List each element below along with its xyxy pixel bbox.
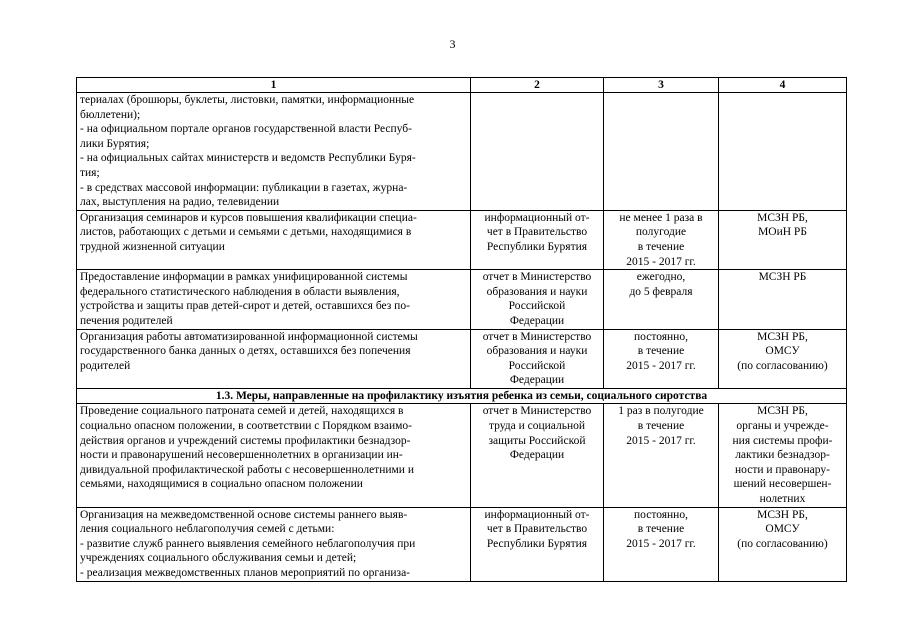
cell-line: постоянно, — [634, 330, 688, 343]
cell-line: тия; — [80, 166, 100, 179]
cell-line: действия органов и учреждений системы профилактики безнадзор- — [80, 434, 411, 447]
table-cell-col-2 — [471, 93, 604, 211]
cell-line: МСЗН РБ, — [757, 330, 808, 343]
cell-line: учреждениях социального обслуживания семьи и детей; — [80, 552, 357, 565]
cell-line: Республики Бурятия — [486, 537, 588, 550]
table-cell-col-2 — [471, 507, 604, 581]
cell-line: ежегодно, — [636, 271, 686, 284]
header-row — [77, 78, 847, 93]
cell-line: шений несовершен- — [733, 478, 832, 491]
cell-line: 2015 - 2017 гг. — [626, 537, 696, 550]
cell-line: органы и учрежде- — [736, 420, 829, 433]
cell-line: Предоставление информации в рамках унифицированной системы — [80, 271, 408, 284]
table-cell-col-4 — [719, 404, 847, 507]
table-cell-col-4 — [719, 210, 847, 269]
cell-line: МСЗН РБ, — [757, 405, 808, 418]
cell-line: до 5 февраля — [629, 285, 693, 298]
cell-line: полугодие — [635, 226, 687, 239]
table-cell-col-3 — [604, 93, 719, 211]
table-cell-col-1 — [77, 210, 471, 269]
cell-line: - в средствах массовой информации: публикации в газетах, журна- — [80, 181, 408, 194]
cell-line: постоянно, — [634, 508, 688, 521]
table-cell-col-1 — [77, 507, 471, 581]
cell-line: ОМСУ — [765, 345, 800, 358]
header-col-4: 4 — [719, 78, 847, 93]
cell-line: ности и правонарушений несовершеннолетних в организации ин- — [80, 449, 403, 462]
cell-line: в течение — [637, 420, 685, 433]
cell-line: социально опасном положении, в соответствии с Порядком взаимо- — [80, 420, 413, 433]
table-cell-col-3 — [604, 404, 719, 507]
cell-line: Республики Бурятия — [486, 240, 588, 253]
cell-line: (по согласованию) — [737, 359, 828, 372]
table-cell-col-3 — [604, 270, 719, 329]
cell-line: в течение — [637, 240, 685, 253]
table-row — [77, 404, 847, 507]
cell-line: отчет в Министерство — [482, 271, 592, 284]
cell-line: информационный от- — [484, 211, 590, 224]
cell-line: - на официальном портале органов государственной власти Респуб- — [80, 123, 412, 136]
cell-line: (по согласованию) — [737, 537, 828, 550]
table-cell-col-3 — [604, 507, 719, 581]
table-cell-col-1 — [77, 270, 471, 329]
cell-line: печения родителей — [80, 314, 173, 327]
header-col-3: 3 — [604, 78, 719, 93]
table-cell-col-4 — [719, 270, 847, 329]
cell-line: труда и социальной — [488, 420, 586, 433]
table-row — [77, 329, 847, 388]
cell-line: МСЗН РБ, — [757, 508, 808, 521]
table-cell-col-2 — [471, 329, 604, 388]
table-row — [77, 270, 847, 329]
cell-line: ления социального неблагополучия семей с детьми: — [80, 523, 335, 536]
cell-line: чет в Правительство — [486, 226, 588, 239]
cell-line: МОиН РБ — [758, 226, 807, 239]
cell-line: не менее 1 раза в — [619, 211, 703, 224]
cell-line: Федерации — [509, 314, 565, 327]
cell-line: 2015 - 2017 гг. — [626, 434, 696, 447]
cell-line: информационный от- — [484, 508, 590, 521]
cell-line: 2015 - 2017 гг. — [626, 255, 696, 268]
cell-line: родителей — [80, 359, 131, 372]
cell-line: - реализация межведомственных планов мероприятий по организа- — [80, 567, 411, 579]
table-cell-col-4 — [719, 329, 847, 388]
cell-line: - на официальных сайтах министерств и ведомств Республики Буря- — [80, 152, 416, 165]
table-cell-col-4 — [719, 93, 847, 211]
table-row — [77, 210, 847, 269]
cell-line: териалах (брошюры, буклеты, листовки, памятки, информационные — [80, 94, 415, 106]
cell-line: образования и науки — [486, 285, 588, 298]
table-cell-col-2 — [471, 404, 604, 507]
cell-line: в течение — [637, 523, 685, 536]
page-number: 3 — [449, 37, 456, 51]
cell-line: отчет в Министерство — [482, 405, 592, 418]
cell-line: бюллетени); — [80, 108, 141, 121]
cell-line: МСЗН РБ — [758, 271, 807, 284]
cell-line: листов, работающих с детьми и семьями с детьми, находящимися в — [80, 226, 412, 239]
table-cell-col-1 — [77, 93, 471, 211]
cell-line: устройства и защиты прав детей-сирот и детей, оставшихся без по- — [80, 300, 410, 313]
cell-line: Российской — [508, 300, 566, 313]
cell-line: лактики безнадзор- — [735, 449, 830, 462]
cell-line: лах, выступления на радио, телевидении — [80, 196, 280, 209]
cell-line: МСЗН РБ, — [757, 211, 808, 224]
table-cell-col-3 — [604, 210, 719, 269]
cell-line: защиты Российской — [488, 434, 586, 447]
table-cell-col-3 — [604, 329, 719, 388]
cell-line: трудной жизненной ситуации — [80, 240, 225, 253]
measures-table — [76, 77, 847, 582]
cell-line: Проведение социального патроната семей и детей, находящихся в — [80, 405, 404, 418]
cell-line: в течение — [637, 345, 685, 358]
cell-line: 2015 - 2017 гг. — [626, 359, 696, 372]
cell-line: федерального статистического наблюдения в области выявления, — [80, 285, 400, 298]
cell-line: Федерации — [509, 374, 565, 387]
section-title: 1.3. Меры, направленные на профилактику изъятия ребенка из семьи, социального сиротства — [77, 388, 847, 404]
cell-line: образования и науки — [486, 345, 588, 358]
cell-line: Федерации — [509, 449, 565, 462]
cell-line: государственного банка данных о детях, оставшихся без попечения — [80, 345, 411, 358]
header-col-1: 1 — [77, 78, 471, 93]
cell-line: семьями, находящимися в социально опасном положении — [80, 478, 363, 491]
cell-line: Организация семинаров и курсов повышения квалификации специа- — [80, 211, 417, 224]
table-cell-col-1 — [77, 404, 471, 507]
table-row — [77, 93, 847, 211]
header-col-2: 2 — [471, 78, 604, 93]
table-row — [77, 507, 847, 581]
section-row — [77, 388, 847, 404]
table-cell-col-2 — [471, 210, 604, 269]
cell-line: лики Бурятия; — [80, 137, 150, 150]
table-cell-col-4 — [719, 507, 847, 581]
cell-line: Российской — [508, 359, 566, 372]
cell-line: отчет в Министерство — [482, 330, 592, 343]
cell-line: чет в Правительство — [486, 523, 588, 536]
cell-line: ОМСУ — [765, 523, 800, 536]
cell-line: нолетних — [759, 493, 806, 506]
cell-line: дивидуальной профилактической работы с несовершеннолетними и — [80, 463, 414, 476]
cell-line: ности и правонару- — [735, 463, 830, 476]
table-cell-col-1 — [77, 329, 471, 388]
cell-line: Организация работы автоматизированной информационной системы — [80, 330, 418, 343]
cell-line: - развитие служб раннего выявления семейного неблагополучия при — [80, 537, 416, 550]
cell-line: Организация на межведомственной основе системы раннего выяв- — [80, 508, 408, 521]
cell-line: ния системы профи- — [732, 434, 833, 447]
table-cell-col-2 — [471, 270, 604, 329]
cell-line: 1 раз в полугодие — [618, 405, 704, 418]
